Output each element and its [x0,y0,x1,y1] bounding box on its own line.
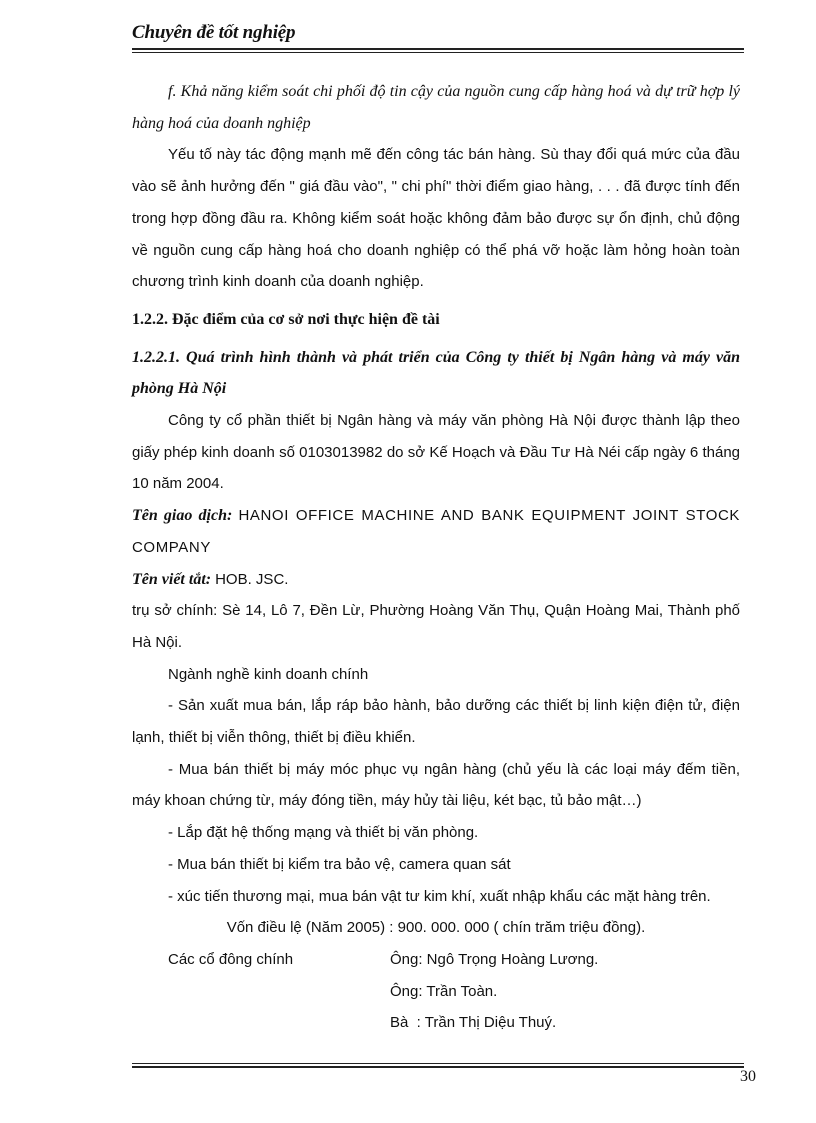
business-item: - Sản xuất mua bán, lắp ráp bảo hành, bảo dưỡng các thiết bị linh kiện điện tử, điện lạnh, thiết bị viễn thông, thiết bị điều khiển. [132,697,740,747]
short-name-value: HOB. JSC. [215,570,289,588]
business-item: - Mua bán thiết bị máy móc phục vụ ngân hàng (chủ yếu là các loại máy đếm tiền, máy khoan chứng từ, máy đóng tiền, máy hủy tài liệu, két bạc, tủ bảo mật…) [132,760,740,810]
business-title: Ngành nghề kinh doanh chính [168,665,369,683]
shareholder-name: Bà : Trần Thị Diệu Thuý. [390,1014,557,1032]
charter-capital: Vốn điều lệ (Năm 2005) : 900. 000. 000 ( chín trăm triệu đồng). [226,919,646,937]
section-f-heading: f. Khả năng kiểm soát chi phối độ tin cậy của nguồn cung cấp hàng hoá và dự trữ hợp lý hàng hoá của doanh nghiệp [132,83,740,132]
header-rule [132,48,744,53]
short-name-label: Tên viết tắt: [132,570,212,588]
company-intro: Công ty cổ phần thiết bị Ngân hàng và máy văn phòng Hà Nội được thành lập theo giấy phép kinh doanh số 0103013982 do sở Kế Hoạch và Đầu Tư Hà Néi cấp ngày 6 tháng 10 năm 2004. [132,412,740,493]
section-1221-heading: 1.2.2.1. Quá trình hình thành và phát triển của Công ty thiết bị Ngân hàng và máy văn phòng Hà Nội [132,348,740,398]
short-name-line [132,564,740,596]
shareholder-row [132,976,740,1008]
shareholders-label: Các cổ đông chính [168,950,294,968]
shareholder-name: Ông: Ngô Trọng Hoàng Lương. [390,950,599,968]
section-f-body: Yếu tố này tác động mạnh mẽ đến công tác bán hàng. Sù thay đổi quá mức của đầu vào sẽ ảnh hưởng đến " giá đầu vào", " chi phí" thời điểm giao hàng, . . . đã được tính đến trong hợp đồng đầu ra. Không kiểm soát hoặc không đảm bảo được sự ổn định, chủ động về nguồn cung cấp hàng hoá cho doanh nghiệp có thể phá vỡ hoặc làm hỏng hoàn toàn chương trình kinh doanh của doanh nghiệp. [132,146,740,291]
shareholder-row [132,944,740,976]
trade-name-value: HANOI OFFICE MACHINE AND BANK EQUIPMENT JOINT STOCK COMPANY [132,507,740,556]
page-number: 30 [740,1068,756,1085]
shareholder-row [132,1007,740,1039]
page-header-title: Chuyên đề tốt nghiệp [132,22,296,43]
shareholder-name: Ông: Trần Toàn. [390,982,498,1000]
footer-rule [132,1063,744,1068]
business-item: - xúc tiến thương mại, mua bán vật tư kim khí, xuất nhập khẩu các mặt hàng trên. [168,887,711,905]
business-item: - Mua bán thiết bị kiểm tra bảo vệ, camera quan sát [168,855,511,873]
business-item: - Lắp đặt hệ thống mạng và thiết bị văn phòng. [168,824,479,842]
section-122-heading: 1.2.2. Đặc điểm của cơ sở nơi thực hiện đề tài [132,310,440,328]
trade-name-line [132,500,740,563]
head-office: trụ sở chính: Sè 14, Lô 7, Đền Lừ, Phường Hoàng Văn Thụ, Quận Hoàng Mai, Thành phố Hà Nội. [132,602,740,651]
trade-name-label: Tên giao dịch: [132,507,233,525]
page-content [132,76,740,1039]
